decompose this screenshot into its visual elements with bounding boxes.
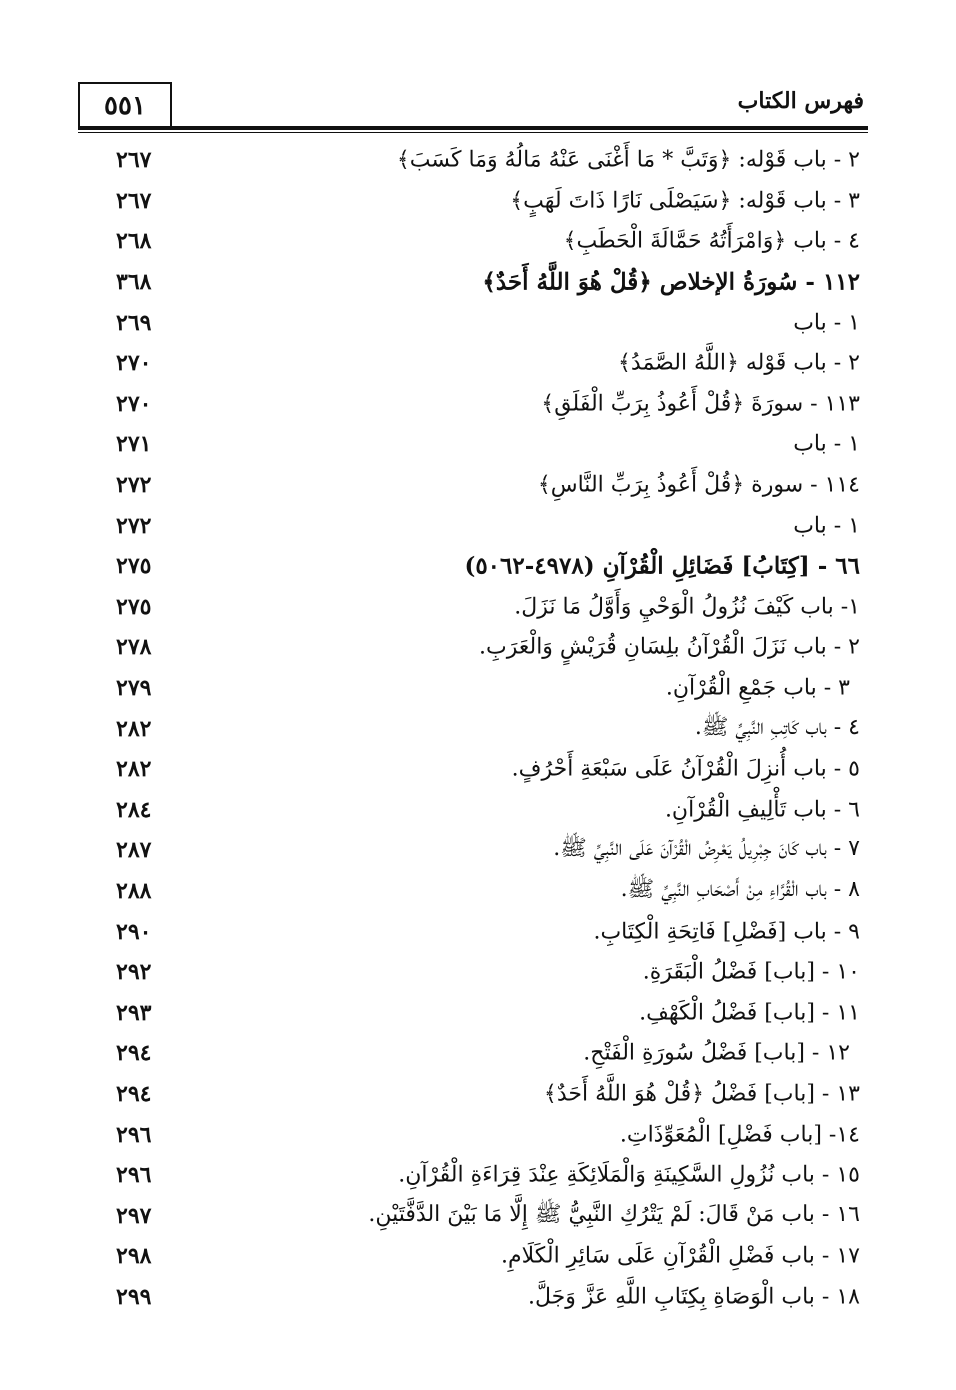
toc-entry-title: ١٠ - [باب] فَضْلُ الْبَقَرَةِ.	[642, 959, 860, 985]
toc-entry-title: ١ - باب	[793, 431, 860, 457]
toc-entry	[90, 952, 860, 993]
toc-entry-page-number: ٢٧٢	[116, 512, 152, 539]
toc-entry-title: ١٤- [باب فَضْلِ] الْمُعَوِّذَاتِ.	[619, 1122, 860, 1148]
toc-entry	[90, 992, 860, 1033]
toc-entry-title: ١٥ - باب نُزُولِ السَّكِينَةِ وَالْمَلَائِكَةِ عِنْدَ قِرَاءَةِ الْقُرْآنِ.	[398, 1162, 860, 1188]
toc-entry-title: ١١٤ - سورة ﴿قُلْ أَعُوذُ بِرَبِّ النَّاسِ﴾	[537, 472, 860, 498]
toc-entry-page-number: ٢٧٨	[116, 634, 152, 661]
toc-entry	[90, 749, 860, 790]
toc-entry	[90, 221, 860, 262]
toc-entry-title: ٦ - باب تَأْلِيفِ الْقُرْآنِ.	[664, 797, 860, 823]
toc-entry	[90, 1033, 860, 1074]
toc-entry-title: ٤ - باب ﴿وَامْرَأَتُهُ حَمَّالَةَ الْحَطَبِ﴾	[563, 228, 860, 254]
toc-entry	[90, 384, 860, 425]
toc-entry-title: ٢ - باب قَوْله ﴿اللَّهُ الصَّمَدُ﴾	[618, 350, 860, 376]
toc-entry-page-number: ٢٦٩	[116, 309, 152, 336]
toc-entry-title: ١٣ - [باب] فَضْلُ ﴿قُلْ هُوَ اللَّهُ أَحَدٌ﴾	[543, 1081, 860, 1107]
toc-entry-title: ٣ - باب قَوْله: ﴿سَيَصْلَى نَارًا ذَاتَ لَهَبٍ﴾	[510, 188, 860, 214]
toc-entry-page-number: ٢٦٧	[116, 147, 152, 174]
toc-entry-page-number: ٢٦٨	[116, 228, 152, 255]
toc-entry	[90, 546, 860, 587]
toc-entry	[90, 627, 860, 668]
toc-entry	[90, 911, 860, 952]
toc-entry-page-number: ٢٨٤	[116, 796, 152, 823]
toc-entry-page-number: ٢٨٧	[116, 837, 152, 864]
toc-entry-page-number: ٢٦٧	[116, 187, 152, 214]
toc-entry-page-number: ٢٨٨	[116, 877, 152, 904]
toc-entry-page-number: ٢٩٤	[116, 1040, 152, 1067]
toc-entry-page-number: ٢٩٧	[116, 1202, 152, 1229]
toc-entry	[90, 668, 860, 709]
toc-entry	[90, 1195, 860, 1236]
page-header	[78, 82, 868, 132]
toc-entry-page-number: ٣٦٨	[116, 269, 152, 296]
toc-entry-page-number: ٢٩٦	[116, 1162, 152, 1189]
toc-entry-page-number: ٢٩٠	[116, 918, 152, 945]
toc-entry	[90, 262, 860, 303]
toc-entry-page-number: ٢٩٦	[116, 1121, 152, 1148]
toc-entry-title: ٣ - باب جَمْعِ الْقُرْآنِ.	[665, 675, 850, 701]
toc-entry-title: ١١ - [باب] فَضْلُ الْكَهْفِ.	[639, 1000, 860, 1026]
toc-entry-title: ٢ - باب نَزَلَ الْقُرْآنُ بلِسَانِ قُرَيْشٍ وَالْعَرَبِ.	[479, 634, 860, 660]
toc-entry-page-number: ٢٧٥	[116, 593, 152, 620]
toc-entry-title: ٦٦ - [كِتَابُ] فَضَائِلِ الْقُرْآنِ (٤٩٧٨-٥٠٦٢)	[464, 552, 860, 580]
toc-entry	[90, 830, 860, 871]
toc-entry-page-number: ٢٧٢	[116, 472, 152, 499]
page-number: ٥٥١	[78, 82, 172, 128]
toc-entry-page-number: ٢٩٢	[116, 959, 152, 986]
header-rule	[78, 126, 868, 130]
toc-entry	[90, 140, 860, 181]
toc-entry	[90, 871, 860, 912]
toc-entry-page-number: ٢٩٩	[116, 1283, 152, 1310]
running-title: فهرس الكتاب	[737, 88, 864, 114]
toc-entry-title: ٢ - باب قَوْله: ﴿وَتَبَّ * مَا أَغْنَى عَنْهُ مَالُهُ وَمَا كَسَبَ﴾	[396, 147, 860, 173]
toc-entry-title: ٤ - باب كَاتِبِ النَّبِيِّ ﷺ.	[694, 714, 860, 740]
toc-entry-title: ٨ - باب الْقُرَّاءِ مِنْ أَصْحَابِ النَّبِيِّ ﷺ.	[620, 876, 860, 902]
toc-entry	[90, 465, 860, 506]
toc-entry-page-number: ٢٧٠	[116, 390, 152, 417]
toc-entry	[90, 424, 860, 465]
toc-entry	[90, 181, 860, 222]
toc-entry-title: ١٧ - باب فَضْلِ الْقُرْآنِ عَلَى سَائِرِ الْكَلَامِ.	[500, 1243, 860, 1269]
toc-entry-page-number: ٢٧٩	[116, 675, 152, 702]
toc-entry-title: ١١٣ - سورَةَ ﴿قُلْ أَعُوذُ بِرَبِّ الْفَلَقِ﴾	[541, 391, 860, 417]
toc-entry-page-number: ٢٧٥	[116, 553, 152, 580]
toc-entry-title: ١١٢ - سُورَةُ الإخلاص ﴿قُلْ هُوَ اللَّهُ أَحَدٌ﴾	[482, 268, 860, 296]
toc-entry-title: ١ - باب	[793, 513, 860, 539]
toc-entry	[90, 708, 860, 749]
toc-entry	[90, 302, 860, 343]
toc-entry	[90, 790, 860, 831]
toc-entry-page-number: ٢٧٠	[116, 350, 152, 377]
toc-entry	[90, 1074, 860, 1115]
toc-entry	[90, 587, 860, 628]
toc-entry-title: ١- باب كَيْفَ نُزُولُ الْوَحْيِ وَأَوَّلُ مَا نَزَلَ.	[514, 594, 860, 620]
table-of-contents	[90, 140, 860, 1317]
toc-entry-page-number: ٢٩٤	[116, 1080, 152, 1107]
toc-entry-page-number: ٢٨٢	[116, 715, 152, 742]
toc-entry-page-number: ٢٩٣	[116, 999, 152, 1026]
toc-entry-title: ٥ - باب أُنزِلَ الْقُرْآنُ عَلَى سَبْعَةِ أَحْرُفٍ.	[511, 756, 860, 782]
toc-entry	[90, 1236, 860, 1277]
toc-entry	[90, 1277, 860, 1318]
toc-entry	[90, 343, 860, 384]
toc-entry-title: ١٢ - [باب] فَضْلُ سُورَةِ الْفَتْحِ.	[583, 1040, 850, 1066]
toc-entry-title: ١ - باب	[793, 310, 860, 336]
toc-entry-title: ١٨ - باب الْوَصَاةِ بِكِتَابِ اللَّهِ عَزَّ وَجَلَّ.	[527, 1284, 860, 1310]
toc-entry	[90, 505, 860, 546]
toc-entry	[90, 1155, 860, 1196]
toc-entry-title: ١٦ - باب مَنْ قَالَ: لَمْ يَتْرُكِ النَّبِيُّ ﷺ إِلَّا مَا بَيْنَ الدَّفَّتَيْنِ.	[368, 1201, 860, 1227]
toc-entry-page-number: ٢٧١	[116, 431, 152, 458]
toc-entry-title: ٩ - باب [فَضْلِ] فَاتِحَةِ الْكِتَابِ.	[593, 919, 860, 945]
toc-entry-page-number: ٢٩٨	[116, 1243, 152, 1270]
header-rule-thin	[78, 132, 868, 133]
toc-entry-page-number: ٢٨٢	[116, 756, 152, 783]
toc-entry-title: ٧ - باب كَانَ جِبْرِيلُ يَعْرِضُ الْقُرْآنَ عَلَى النَّبِيِّ ﷺ.	[553, 836, 860, 862]
toc-entry	[90, 1114, 860, 1155]
